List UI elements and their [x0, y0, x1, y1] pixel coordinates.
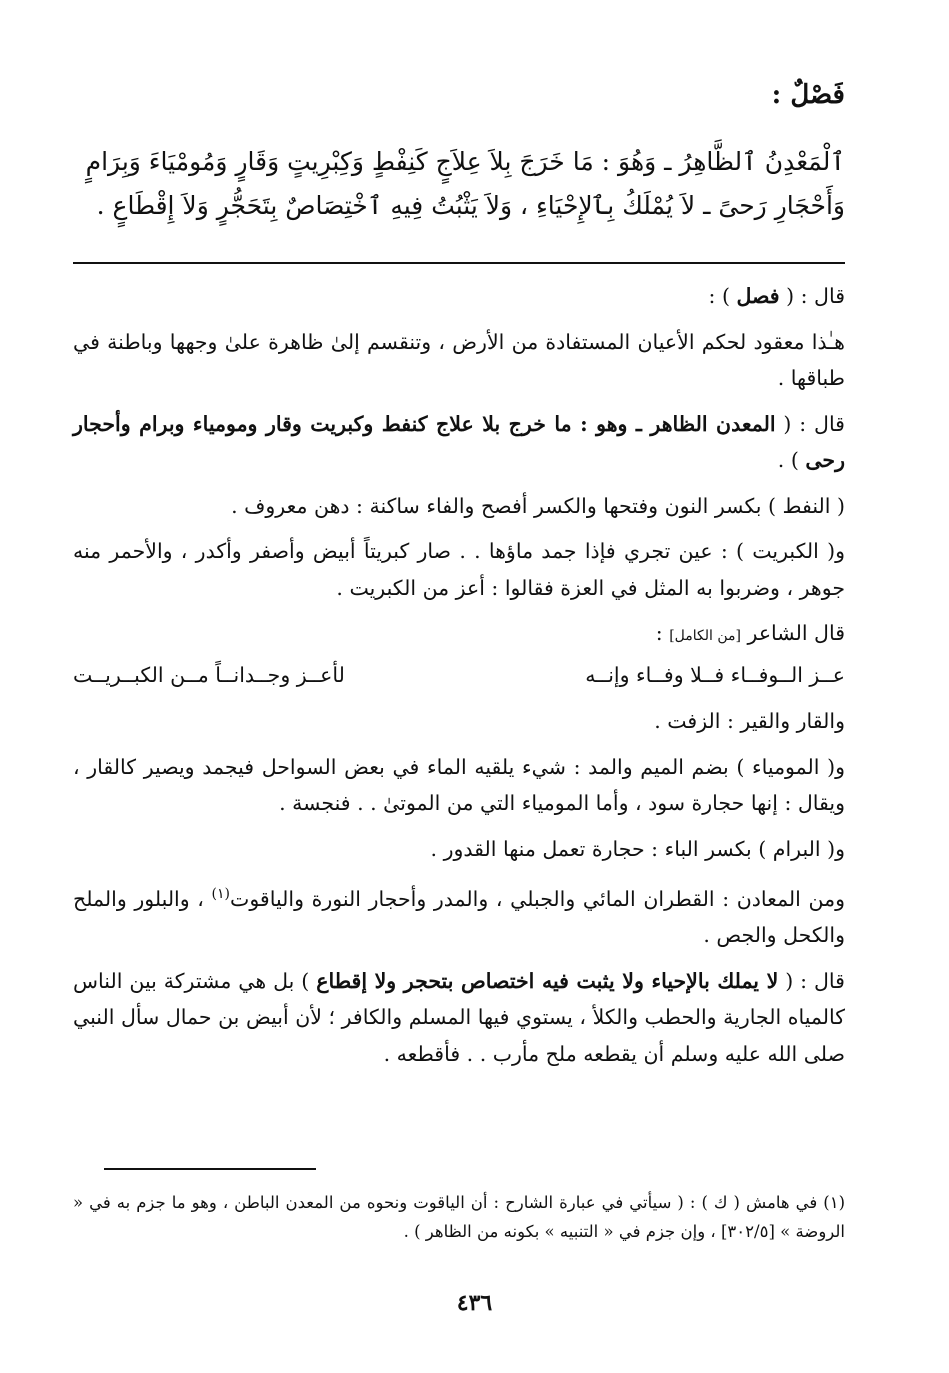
matn-text — [73, 140, 845, 228]
meter-label: [من الكامل] — [669, 628, 741, 644]
paragraph-qala-madin: قال : ( المعدن الظاهر ـ وهو : ما خرج بلا علاج كنفط وكبريت وقار ومومياء وبرام وأحجار رحى ) . — [73, 411, 845, 472]
poem-hemistich-right: عــز الــوفــاء فــلا وفــاء وإنــه — [585, 662, 845, 687]
paragraph-biram: و( البرام ) بكسر الباء : حجارة تعمل منها القدور . — [430, 836, 845, 861]
paragraph-qala-fasl: قال : ( فصل ) : — [708, 284, 845, 308]
paragraph-qar: والقار والقير : الزفت . — [654, 709, 845, 733]
page-number: ٤٣٦ — [456, 1290, 493, 1316]
footnote-ref: (١) — [211, 886, 231, 902]
matn-separator-rule — [73, 262, 845, 264]
paragraph-poet-intro: قال الشاعر [من الكامل] : — [655, 621, 845, 645]
paragraph-intro: هـٰذا معقود لحكم الأعيان المستفادة من الأرض ، وتنقسم إلىٰ ظاهرة علىٰ وجهها وباطنة في طباقها . — [73, 329, 845, 390]
paragraph-naft: ( النفط ) بكسر النون وفتحها والكسر أفصح والفاء ساكنة : دهن معروف . — [231, 493, 845, 518]
poem-verse — [73, 657, 845, 694]
paragraph-kibrit: و( الكبريت ) : عين تجري فإذا جمد ماؤها . . صار كبريتاً أبيض وأصفر وأكدر ، والأحمر منه جوهر ، وضربوا به المثل في العزة فقالوا : أعز من الكبريت . — [73, 539, 845, 600]
quoted-matn-madin: المعدن الظاهر ـ وهو : ما خرج بلا علاج كنفط وكبريت وقار ومومياء وبرام وأحجار رحى — [73, 411, 845, 472]
footnote-separator-rule — [104, 1168, 316, 1170]
quoted-fasl: فصل — [736, 284, 780, 308]
paragraph-qala-yumlak: قال : ( لا يملك بالإحياء ولا يثبت فيه اختصاص بتحجر ولا إقطاع ) بل هي مشتركة بين الناس كالمياه الجارية والحطب والكلأ ، يستوي فيها المسلم والكافر ؛ لأن أبيض بن حمال سأل النبي صلى الله عليه وسلم أن يقطعه ملح مأرب . . فأقطعه . — [73, 968, 845, 1066]
matn-line-2: وَأَحْجَارِ رَحىً ـ لاَ يُمْلَكُ بِٱلإِحْيَاءِ ، وَلاَ يَثْبُتُ فِيهِ ٱخْتِصَاصٌ بِتَحَجُّرٍ وَلاَ إِقْطَاعٍ . — [96, 191, 845, 220]
commentary-body — [73, 278, 845, 1081]
footnote: (١) في هامش ( ك ) : ( سيأتي في عبارة الشارح : أن الياقوت ونحوه من المعدن الباطن ، وهو ما جزم به في « الروضة » [٣٠٢/٥] ، وإن جزم في « التنبيه » بكونه من الظاهر ) . — [73, 1193, 845, 1241]
poem-hemistich-left: لأعــز وجــدانــاً مــن الكبــريــت — [73, 662, 345, 687]
quoted-matn-yumlak: لا يملك بالإحياء ولا يثبت فيه اختصاص بتحجر ولا إقطاع — [316, 968, 779, 993]
paragraph-maadin: ومن المعادن : القطران المائي والجبلي ، والمدر وأحجار النورة والياقوت$^{(١)}$ ، والبلور والملح والكحل والجص . — [73, 886, 845, 948]
section-heading: فَصْلٌ : — [771, 80, 845, 110]
matn-line-1: ٱلْمَعْدِنُ ٱلظَّاهِرُ ـ وَهُوَ : مَا خَرَجَ بِلاَ عِلاَجٍ كَنِفْطٍ وَكِبْرِيتٍ وَقَارٍ وَمُومْيَاءَ وَبِرَامٍ — [85, 147, 845, 176]
paragraph-mumiya: و( المومياء ) بضم الميم والمد : شيء يلقيه الماء في بعض السواحل فيجمد ويصير كالقار ، ويقال : إنها حجارة سود ، وأما المومياء التي من الموتىٰ . . فنجسة . — [73, 754, 845, 815]
